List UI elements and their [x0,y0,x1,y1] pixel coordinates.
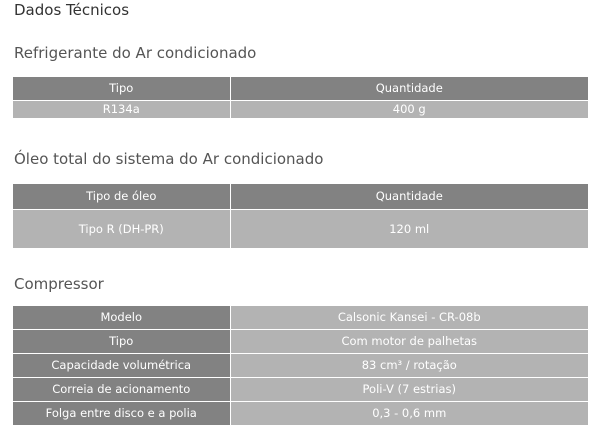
refrigerant-quantity-cell: 400 g [230,100,588,118]
page-title: Dados Técnicos [14,1,130,19]
oil-section-title: Óleo total do sistema do Ar condicionado [14,150,324,168]
spec-value-folga: 0,3 - 0,6 mm [230,401,588,425]
refrigerant-table [13,77,588,118]
spec-label-correia: Correia de acionamento [13,377,230,401]
spec-label-modelo: Modelo [13,306,230,329]
table-row [13,306,588,329]
table-row [13,377,588,401]
table-row [13,209,588,248]
compressor-table [13,306,588,425]
column-header-quantidade: Quantidade [230,77,588,100]
spec-label-folga: Folga entre disco e a polia [13,401,230,425]
refrigerant-section-title: Refrigerante do Ar condicionado [14,44,257,62]
spec-value-correia: Poli-V (7 estrias) [230,377,588,401]
spec-label-tipo: Tipo [13,329,230,353]
spec-label-capacidade: Capacidade volumétrica [13,353,230,377]
oil-type-cell: Tipo R (DH-PR) [13,209,230,248]
column-header-quantidade: Quantidade [230,184,588,209]
table-row [13,100,588,118]
spec-value-modelo: Calsonic Kansei - CR-08b [230,306,588,329]
compressor-section-title: Compressor [14,275,104,293]
refrigerant-type-cell: R134a [13,100,230,118]
table-header-row [13,184,588,209]
column-header-tipo: Tipo [13,77,230,100]
spec-value-tipo: Com motor de palhetas [230,329,588,353]
table-header-row [13,77,588,100]
table-row [13,329,588,353]
spec-value-capacidade: 83 cm³ / rotação [230,353,588,377]
oil-table [13,184,588,248]
table-row [13,353,588,377]
oil-quantity-cell: 120 ml [230,209,588,248]
column-header-tipo-de-oleo: Tipo de óleo [13,184,230,209]
table-row [13,401,588,425]
